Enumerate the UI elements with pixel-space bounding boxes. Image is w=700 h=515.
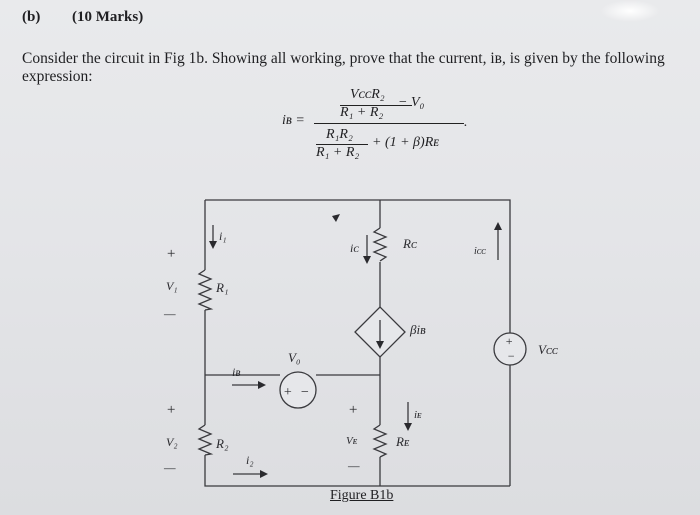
arrowhead-ib: [258, 381, 266, 389]
ve-label: Vᴇ: [346, 435, 358, 447]
re-label: Rᴇ: [396, 434, 410, 449]
ib-label: iʙ: [232, 365, 241, 379]
num-tail: − V₀: [398, 95, 425, 110]
wire-top-right: [205, 200, 510, 333]
arrowhead-icc: [494, 222, 502, 230]
num-frac-top: VᴄᴄR₂: [350, 87, 385, 102]
ve-minus: —: [348, 458, 360, 473]
vcc-plus: +: [505, 334, 514, 348]
v2-label: V₂: [166, 435, 178, 449]
icc-label: iᴄᴄ: [474, 246, 486, 257]
v1-label: V₁: [166, 279, 178, 293]
arrowhead-i1: [209, 241, 217, 249]
den-frac-bottom: R₁ + R₂: [316, 145, 360, 160]
v1-plus: +: [166, 246, 177, 262]
stray-mark: [332, 214, 340, 222]
v2-minus: —: [164, 460, 176, 475]
den-tail: + (1 + β)Rᴇ: [372, 135, 439, 150]
rc-label: Rᴄ: [403, 236, 417, 251]
r2-label: R₂: [216, 436, 229, 451]
vcc-minus: −: [507, 349, 516, 363]
ve-plus: +: [348, 402, 359, 418]
vo-label: V₀: [288, 350, 301, 365]
question-text: Consider the circuit in Fig 1b. Showing all working, prove that the current, iʙ, is given by the following expression:: [22, 50, 665, 85]
den-frac-top: R₁R₂: [326, 127, 353, 142]
arrowhead-ie: [404, 423, 412, 431]
arrowhead-ic: [363, 256, 371, 264]
equation-end: .: [464, 115, 468, 130]
vo-plus: +: [283, 385, 293, 400]
resistor-re: [374, 425, 386, 457]
i1-label: i₁: [219, 229, 227, 243]
num-frac-bottom: R₁ + R₂: [340, 105, 384, 120]
ic-label: iᴄ: [350, 241, 359, 255]
r1-label: R₁: [216, 280, 229, 295]
resistor-r1: [199, 270, 211, 310]
equation-lhs: iʙ =: [282, 113, 305, 128]
figure-caption: Figure B1b: [330, 488, 394, 503]
dep-label: βiʙ: [410, 322, 426, 337]
marks-label: (10 Marks): [72, 9, 144, 25]
vcc-label: Vᴄᴄ: [538, 342, 558, 357]
part-label: (b): [22, 9, 41, 25]
v2-plus: +: [166, 402, 177, 418]
i2-label: i₂: [246, 453, 254, 467]
resistor-r2: [199, 425, 211, 455]
resistor-rc: [374, 228, 386, 261]
ie-label: iᴇ: [414, 409, 422, 421]
vo-minus: −: [300, 385, 310, 400]
v1-minus: —: [164, 306, 176, 321]
arrowhead-i2: [260, 470, 268, 478]
